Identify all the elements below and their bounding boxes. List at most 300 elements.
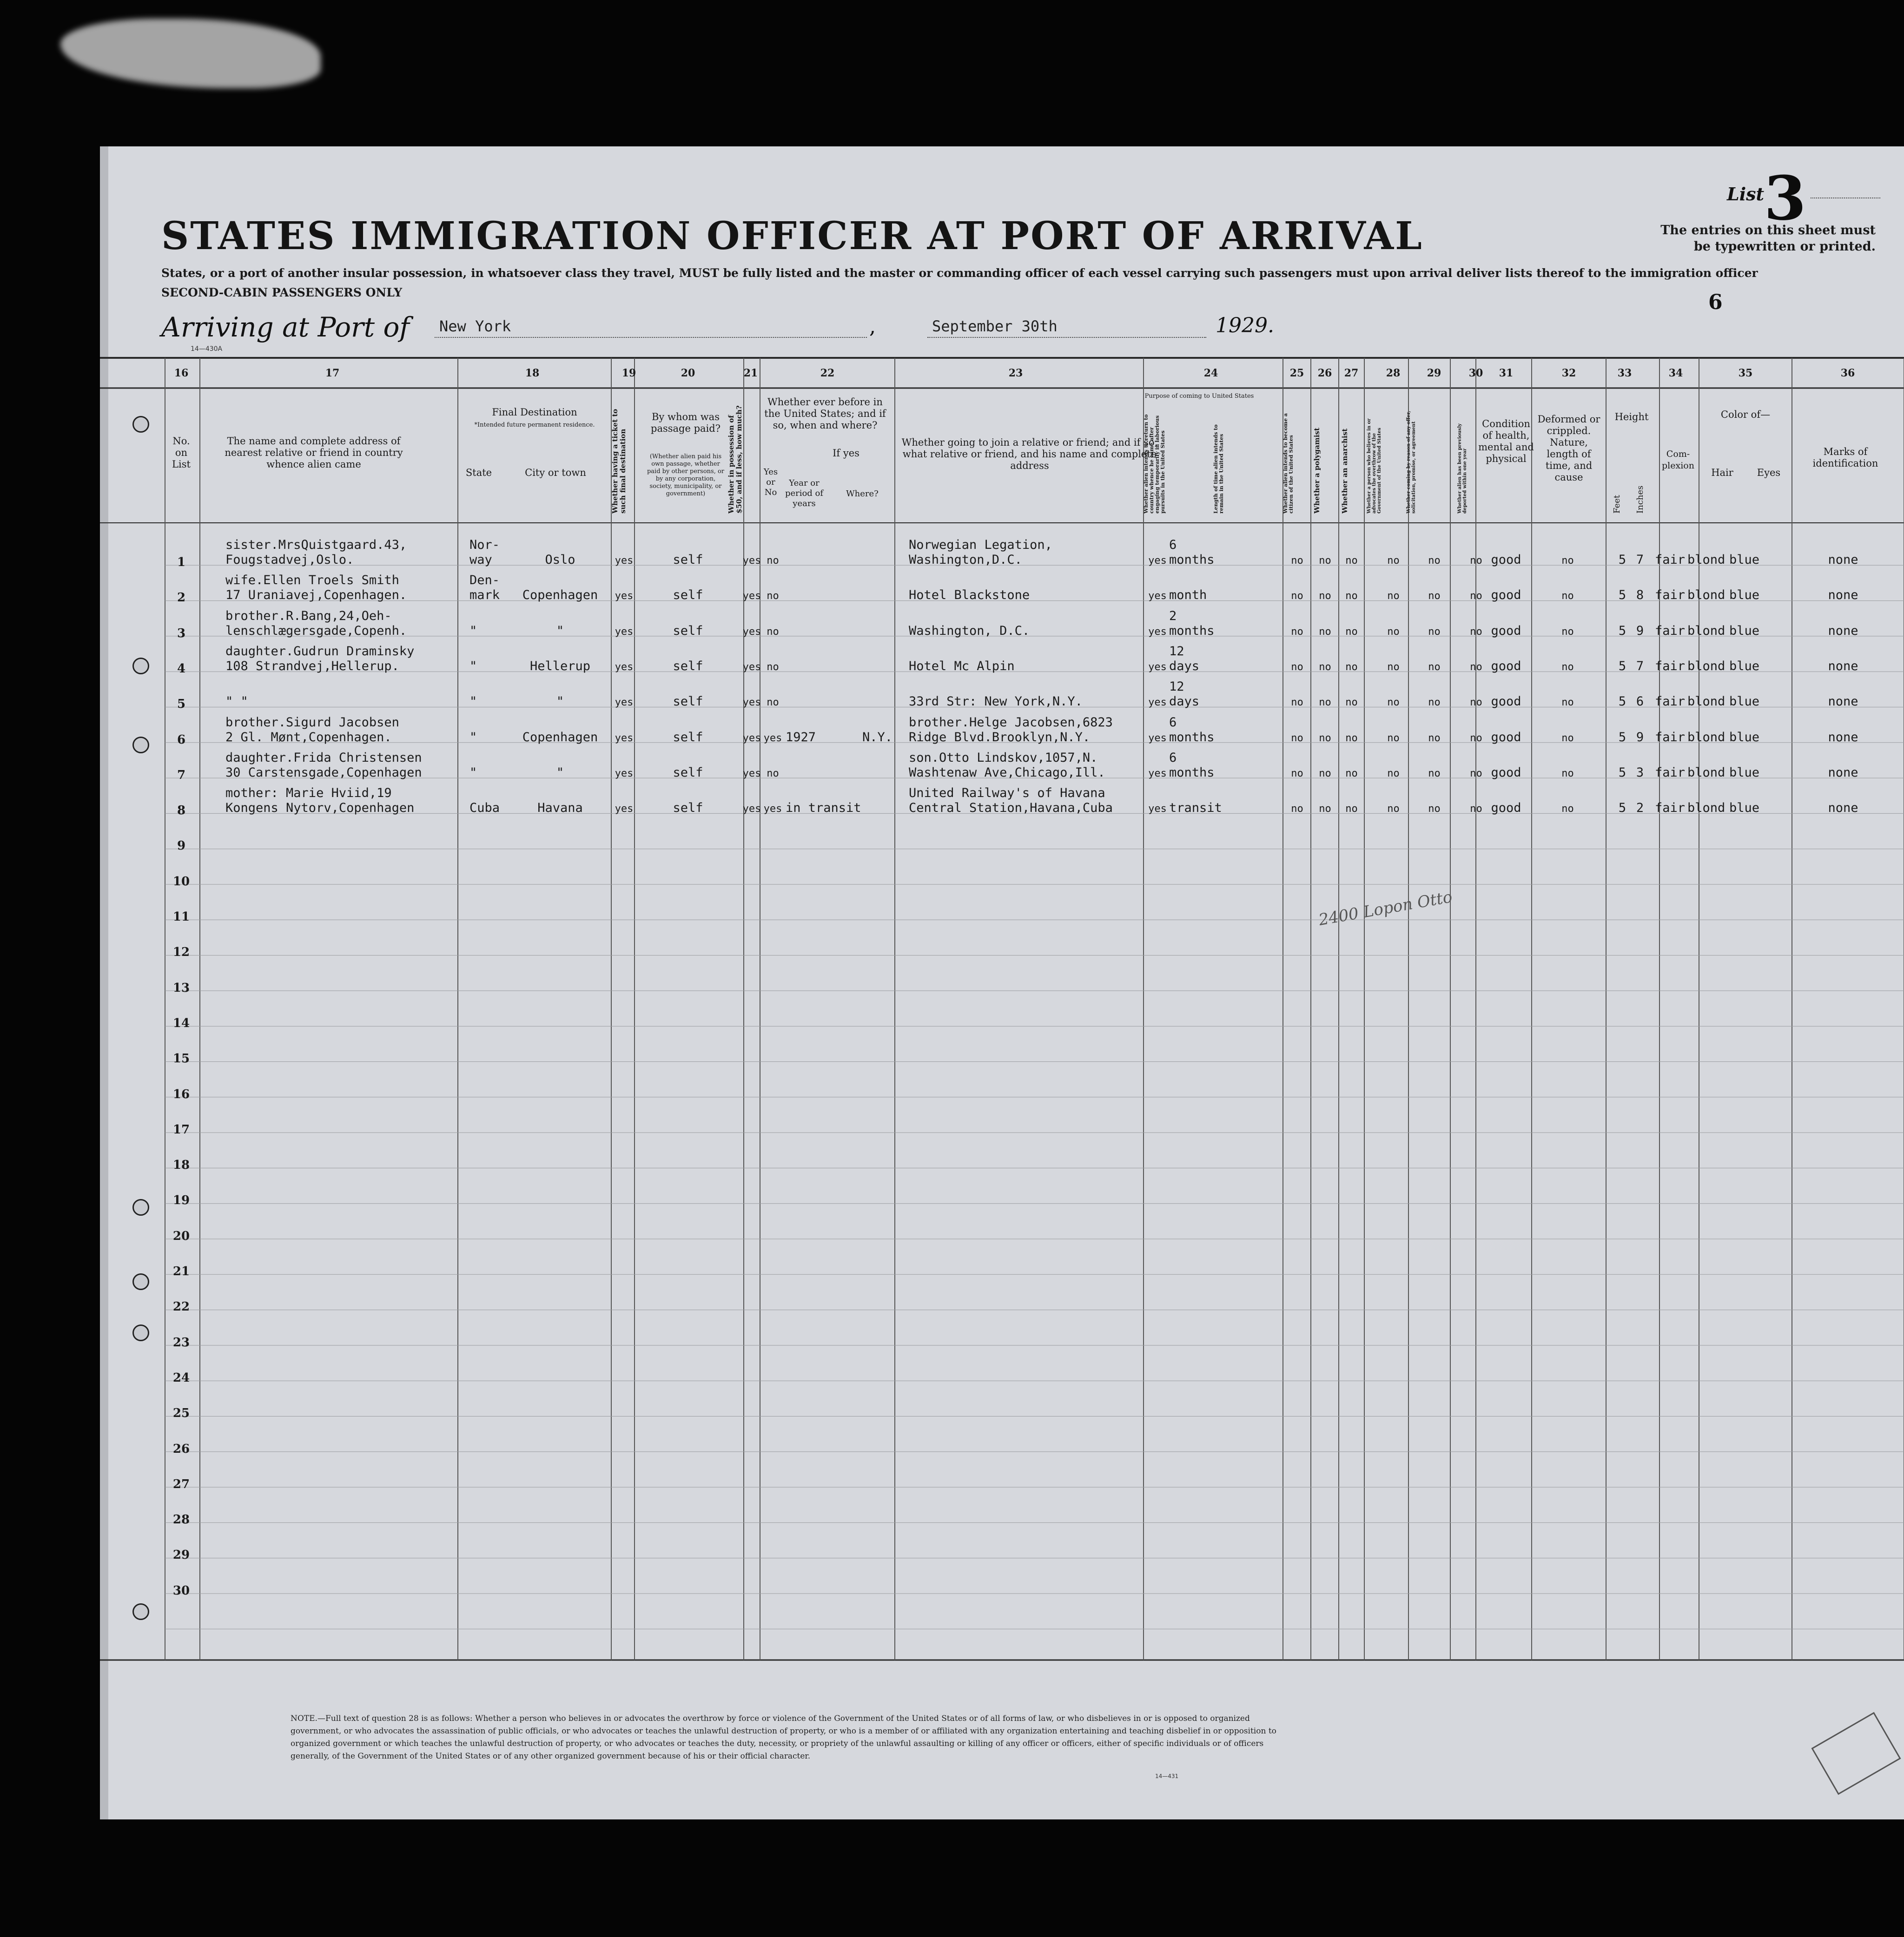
relative-line-1: daughter.Frida Christensen [225,750,422,765]
marks-value: none [1828,801,1858,816]
hair-value: blond [1687,588,1726,603]
column-number: 22 [820,367,835,379]
return-value: yes [1148,767,1167,779]
header-before: Whether ever before in the United States; and if so, when and where? [764,396,886,431]
deported-value: no [1470,555,1482,567]
polygamist-value: no [1319,590,1331,602]
destination-state: " [469,659,477,673]
notice-line-1: The entries on this sheet must [1660,223,1876,237]
health-value: good [1491,694,1521,709]
return-value: yes [1148,661,1167,673]
q29-value: no [1428,626,1441,638]
column-number: 27 [1344,367,1359,379]
column-number: 34 [1668,367,1683,379]
length-unit: transit [1169,801,1222,816]
page-title: STATES IMMIGRATION OFFICER AT PORT OF ARRIVAL [161,214,1423,258]
row-number: 21 [172,1265,190,1278]
column-number: 31 [1499,367,1514,379]
header-money: Whether in possession of $50, and if less, how much? [727,405,743,514]
punch-hole-ring [132,416,149,433]
header-year: Year or period of years [785,478,824,508]
anarchist-value: no [1345,555,1358,567]
complexion-value: fair [1655,659,1686,673]
column-number: 21 [743,367,758,379]
money-value: yes [742,732,761,744]
join-line-1: United Railway's of Havana [909,786,1105,801]
punch-hole-ring [132,1324,149,1341]
height-feet: 5 [1618,730,1626,744]
join-line-2: Washington, D.C. [909,623,1030,638]
row-number: 28 [172,1513,190,1527]
header-citizen: Whether alien intends to become a citizen of the United States [1283,413,1294,514]
relative-line-1: sister.MrsQuistgaard.43, [225,538,407,552]
header-purpose: Purpose of coming to United States [1144,393,1254,400]
citizen-value: no [1291,767,1303,779]
deported-value: no [1470,767,1482,779]
header-marks: Marks of identification [1812,446,1878,469]
header-length-of-stay: Length of time alien intends to remain in the United States [1213,424,1224,514]
header-final-destination: Final Destination [492,407,577,418]
complexion-value: fair [1655,730,1686,744]
q29-value: no [1428,732,1441,744]
footer-form-code: 14—431 [1155,1773,1179,1779]
complexion-value: fair [1655,801,1686,816]
anarchist-value: no [1345,732,1358,744]
destination-state: mark [469,588,500,603]
health-value: good [1491,801,1521,816]
eyes-value: blue [1729,623,1760,638]
join-line-1: Norwegian Legation, [909,538,1052,552]
header-complexion: Com-plexion [1662,449,1694,471]
row-number: 9 [177,839,186,853]
join-line-2: Washtenaw Ave,Chicago,Ill. [909,765,1105,780]
hair-value: blond [1687,765,1726,780]
header-q29: Whether coming by reason of any offer, solicitation, promise, or agreement [1406,411,1416,514]
join-line-2: Hotel Mc Alpin [909,659,1015,673]
before-value: yes [763,803,782,815]
polygamist-value: no [1319,732,1331,744]
column-number: 17 [325,367,340,379]
arrival-date: September 30th [932,317,1058,335]
join-line-1: son.Otto Lindskov,1057,N. [909,750,1098,765]
length-number: 2 [1169,608,1177,623]
row-number: 26 [172,1442,190,1456]
row-number: 10 [172,874,190,889]
header-paid-by-note: (Whether alien paid his own passage, whether paid by other persons, or by any corporation, society, municipality, or government) [647,453,725,497]
handwritten-annotation: 2400 Lopon Otto [1317,888,1454,929]
header-hair: Hair [1711,467,1733,478]
marks-value: none [1828,623,1858,638]
row-number: 12 [172,945,190,960]
row-number: 2 [177,591,186,605]
ticket-value: yes [615,732,634,744]
health-value: good [1491,659,1521,673]
return-value: yes [1148,590,1167,602]
health-value: good [1491,553,1521,567]
relative-line-2: 30 Carstensgade,Copenhagen [225,765,422,780]
column-number: 36 [1840,367,1855,379]
return-value: yes [1148,732,1167,744]
header-q28: Whether a person who believes in or advocates the overthrow of the Government of the United States [1367,418,1382,514]
header-deported: Whether alien has been previously deported within one year [1457,423,1468,514]
before-year: 1927 [786,730,816,744]
q29-value: no [1428,803,1441,815]
header-paid-by: By whom was passage paid? [651,411,721,434]
before-value: no [767,555,779,567]
citizen-value: no [1291,732,1303,744]
polygamist-value: no [1319,661,1331,673]
return-value: yes [1148,697,1167,709]
citizen-value: no [1291,803,1303,815]
destination-state: " [469,730,477,744]
complexion-value: fair [1655,623,1686,638]
length-unit: months [1169,623,1215,638]
relative-line-1: daughter.Gudrun Draminsky [225,644,415,659]
destination-city: Havana [537,801,583,816]
deported-value: no [1470,732,1482,744]
row-number: 18 [172,1158,190,1173]
header-color-of: Color of— [1720,409,1771,420]
manifest-sheet [100,146,1904,1819]
column-number: 24 [1203,367,1218,379]
deformed-value: no [1561,626,1574,638]
ticket-value: yes [615,555,634,567]
header-anarchist: Whether an anarchist [1341,428,1349,514]
height-inches: 9 [1636,730,1644,744]
complexion-value: fair [1655,694,1686,709]
paid-by-value: self [673,801,703,816]
health-value: good [1491,588,1521,603]
length-unit: month [1169,588,1207,603]
q29-value: no [1428,697,1441,709]
punch-hole-ring [132,737,149,753]
paid-by-value: self [673,659,703,673]
polygamist-value: no [1319,697,1331,709]
deported-value: no [1470,803,1482,815]
header-inches: Inches [1635,485,1645,514]
length-number: 6 [1169,715,1177,730]
passenger-class-line: SECOND-CABIN PASSENGERS ONLY [161,286,403,299]
height-feet: 5 [1618,623,1626,638]
length-unit: days [1169,659,1200,673]
money-value: yes [742,803,761,815]
relative-line-2: 108 Strandvej,Hellerup. [225,659,399,673]
citizen-value: no [1291,661,1303,673]
relative-line-2: lenschlægersgade,Copenh. [225,623,407,638]
column-number: 29 [1427,367,1441,379]
ticket-value: yes [615,661,634,673]
column-number: 28 [1386,367,1401,379]
row-number: 27 [172,1477,190,1491]
list-number: 3 [1764,163,1806,234]
complexion-value: fair [1655,588,1686,603]
height-feet: 5 [1618,659,1626,673]
citizen-value: no [1291,697,1303,709]
column-number: 26 [1317,367,1332,379]
ticket-value: yes [615,803,634,815]
punch-hole-ring [132,1199,149,1216]
row-number: 13 [172,981,190,995]
height-feet: 5 [1618,553,1626,567]
destination-state-line-1: Den- [469,573,500,588]
row-number: 5 [177,697,186,712]
destination-state: Cuba [469,801,500,816]
list-label: List [1727,184,1765,204]
join-line-2: Washington,D.C. [909,553,1022,567]
paid-by-value: self [673,730,703,744]
form-code: 14—430A [191,345,223,353]
paid-by-value: self [673,553,703,567]
money-value: yes [742,590,761,602]
before-year: in transit [786,801,861,816]
deformed-value: no [1561,590,1574,602]
paid-by-value: self [673,588,703,603]
anarchist-value: no [1345,661,1358,673]
row-number: 22 [172,1300,190,1314]
header-yes-no: Yes or No [763,467,778,497]
marks-value: none [1828,765,1858,780]
health-value: good [1491,765,1521,780]
header-where: Where? [846,489,879,499]
anarchist-value: no [1345,626,1358,638]
marks-value: none [1828,694,1858,709]
anarchist-value: no [1345,803,1358,815]
row-number: 6 [177,732,186,747]
destination-state: " [469,765,477,780]
join-line-2: Ridge Blvd.Brooklyn,N.Y. [909,730,1091,744]
eyes-value: blue [1729,694,1760,709]
row-number: 7 [177,768,186,782]
deported-value: no [1470,626,1482,638]
q28-value: no [1387,555,1400,567]
before-value: no [767,697,779,709]
relative-line-2: Kongens Nytorv,Copenhagen [225,801,415,816]
height-feet: 5 [1618,765,1626,780]
marks-value: none [1828,553,1858,567]
eyes-value: blue [1729,588,1760,603]
column-number: 32 [1561,367,1576,379]
q29-value: no [1428,661,1441,673]
hair-value: blond [1687,694,1726,709]
q28-value: no [1387,626,1400,638]
ticket-value: yes [615,590,634,602]
height-inches: 7 [1636,659,1644,673]
height-inches: 2 [1636,801,1644,816]
row-number: 3 [177,626,186,640]
header-ticket: Whether having a ticket to such final destination [611,408,627,514]
citizen-value: no [1291,626,1303,638]
relative-line-2: 2 Gl. Mønt,Copenhagen. [225,730,392,744]
height-inches: 6 [1636,694,1644,709]
polygamist-value: no [1319,555,1331,567]
hair-value: blond [1687,730,1726,744]
column-number: 35 [1738,367,1753,379]
row-number: 15 [172,1052,190,1066]
arriving-label: Arriving at Port of [161,311,410,343]
header-if-yes: If yes [833,448,859,459]
eyes-value: blue [1729,659,1760,673]
column-number: 25 [1289,367,1304,379]
before-value: yes [763,732,782,744]
paid-by-value: self [673,623,703,638]
height-inches: 7 [1636,553,1644,567]
column-number: 18 [525,367,540,379]
money-value: yes [742,661,761,673]
paid-by-value: self [673,694,703,709]
q29-value: no [1428,590,1441,602]
header-polygamist: Whether a polygamist [1313,428,1321,514]
length-unit: days [1169,694,1200,709]
row-number: 8 [177,804,186,818]
before-where: N.Y. [862,730,893,744]
header-feet: Feet [1612,494,1622,514]
row-number: 20 [172,1229,190,1243]
relative-line-2: Fougstadvej,Oslo. [225,553,354,567]
return-value: yes [1148,803,1167,815]
polygamist-value: no [1319,767,1331,779]
column-number: 30 [1468,367,1483,379]
destination-city: Copenhagen [522,588,598,603]
column-number: 16 [174,367,189,379]
deformed-value: no [1561,767,1574,779]
eyes-value: blue [1729,765,1760,780]
length-unit: months [1169,730,1215,744]
complexion-value: fair [1655,765,1686,780]
marks-value: none [1828,659,1858,673]
q28-value: no [1387,732,1400,744]
deported-value: no [1470,697,1482,709]
arrival-year: 1929. [1216,314,1274,337]
eyes-value: blue [1729,801,1760,816]
q28-value: no [1387,767,1400,779]
notice-line-2: be typewritten or printed. [1693,239,1876,254]
film-smudge [60,19,321,88]
header-no-on-list: No. on List [172,435,191,470]
row-number: 29 [172,1548,190,1562]
row-number: 14 [172,1016,190,1030]
paid-by-value: self [673,765,703,780]
complexion-value: fair [1655,553,1686,567]
destination-city: " [556,765,564,780]
destination-state: " [469,694,477,709]
header-purpose-return: Whether alien intends to return to country whence he came after engaging temporarily in laborious pursuits in the United States [1143,414,1166,514]
ticket-value: yes [615,626,634,638]
before-value: no [767,661,779,673]
column-number: 20 [681,367,695,379]
footnote-question-28: NOTE.—Full text of question 28 is as follows: Whether a person who believes in or advocates the overthrow by force or violence of the Government of the United States or of all forms of law, or who disbelieves in or is opposed to organized government, or who advocates the assassination of public officials, or who advocates or teaches the unlawful destruction of property, or who is a member of or affiliated with any organization entertaining and teaching disbelief in or opposition to organized government or which teaches the unlawful destruction of property, or who advocates or teaches the duty, necessity, or propriety of the unlawful assaulting or killing of any officer or officers, either of specific individuals or of officers generally, of the Government of the United States or of any other organized government because of his or their official character. [291,1714,1276,1761]
relative-line-1: brother.Sigurd Jacobsen [225,715,399,730]
polygamist-value: no [1319,803,1331,815]
row-number: 24 [172,1370,190,1385]
deported-value: no [1470,661,1482,673]
destination-state: " [469,623,477,638]
q28-value: no [1387,661,1400,673]
q28-value: no [1387,590,1400,602]
punch-hole-ring [132,658,149,674]
deformed-value: no [1561,555,1574,567]
instruction-line: States, or a port of another insular possession, in whatsoever class they travel, MUST be fully listed and the master or commanding officer of each vessel carrying such passengers must upon arrival deliver lists thereof to the immigration officer [161,266,1758,280]
citizen-value: no [1291,555,1303,567]
row-number: 1 [177,555,186,569]
citizen-value: no [1291,590,1303,602]
hair-value: blond [1687,623,1726,638]
anarchist-value: no [1345,590,1358,602]
destination-city: Oslo [545,553,575,567]
ticket-value: yes [615,767,634,779]
money-value: yes [742,626,761,638]
row-number: 25 [172,1406,190,1421]
relative-line-2: " " [225,694,248,709]
row-number: 23 [172,1335,190,1350]
money-value: yes [742,767,761,779]
health-value: good [1491,730,1521,744]
q29-value: no [1428,555,1441,567]
return-value: yes [1148,626,1167,638]
deformed-value: no [1561,661,1574,673]
q29-value: no [1428,767,1441,779]
length-unit: months [1169,765,1215,780]
polygamist-value: no [1319,626,1331,638]
deported-value: no [1470,590,1482,602]
height-feet: 5 [1618,588,1626,603]
table-grid [100,146,1904,1819]
height-inches: 8 [1636,588,1644,603]
q28-value: no [1387,697,1400,709]
arrival-comma: , [869,315,876,338]
row-number: 16 [172,1087,190,1101]
destination-city: Copenhagen [522,730,598,744]
header-height: Height [1614,411,1649,422]
health-value: good [1491,623,1521,638]
money-value: yes [742,697,761,709]
length-number: 12 [1169,679,1184,694]
relative-line-2: 17 Uraniavej,Copenhagen. [225,588,407,603]
row-number: 11 [172,910,190,924]
height-feet: 5 [1618,694,1626,709]
relative-line-1: wife.Ellen Troels Smith [225,573,399,588]
relative-line-1: brother.R.Bang,24,Oeh- [225,608,392,623]
arrival-port: New York [439,317,511,335]
relative-line-1: mother: Marie Hviid,19 [225,786,392,801]
deformed-value: no [1561,803,1574,815]
destination-city: " [556,694,564,709]
eyes-value: blue [1729,730,1760,744]
destination-state: way [469,553,492,567]
header-relative: The name and complete address of nearest relative or friend in country whence alien came [225,435,403,470]
destination-city: Hellerup [529,659,591,673]
hair-value: blond [1687,801,1726,816]
punch-hole-ring [132,1603,149,1620]
length-number: 12 [1169,644,1184,659]
height-inches: 9 [1636,623,1644,638]
length-unit: months [1169,553,1215,567]
destination-city: " [556,623,564,638]
header-eyes: Eyes [1757,467,1781,478]
header-final-destination-note: *Intended future permanent residence. [474,422,595,428]
q28-value: no [1387,803,1400,815]
return-value: yes [1148,555,1167,567]
eyes-value: blue [1729,553,1760,567]
join-line-2: Central Station,Havana,Cuba [909,801,1113,816]
deformed-value: no [1561,732,1574,744]
destination-state-line-1: Nor- [469,538,500,552]
header-city: City or town [525,467,586,478]
header-state: State [465,467,492,478]
column-number: 19 [621,367,636,379]
hair-value: blond [1687,659,1726,673]
height-inches: 3 [1636,765,1644,780]
money-value: yes [742,555,761,567]
